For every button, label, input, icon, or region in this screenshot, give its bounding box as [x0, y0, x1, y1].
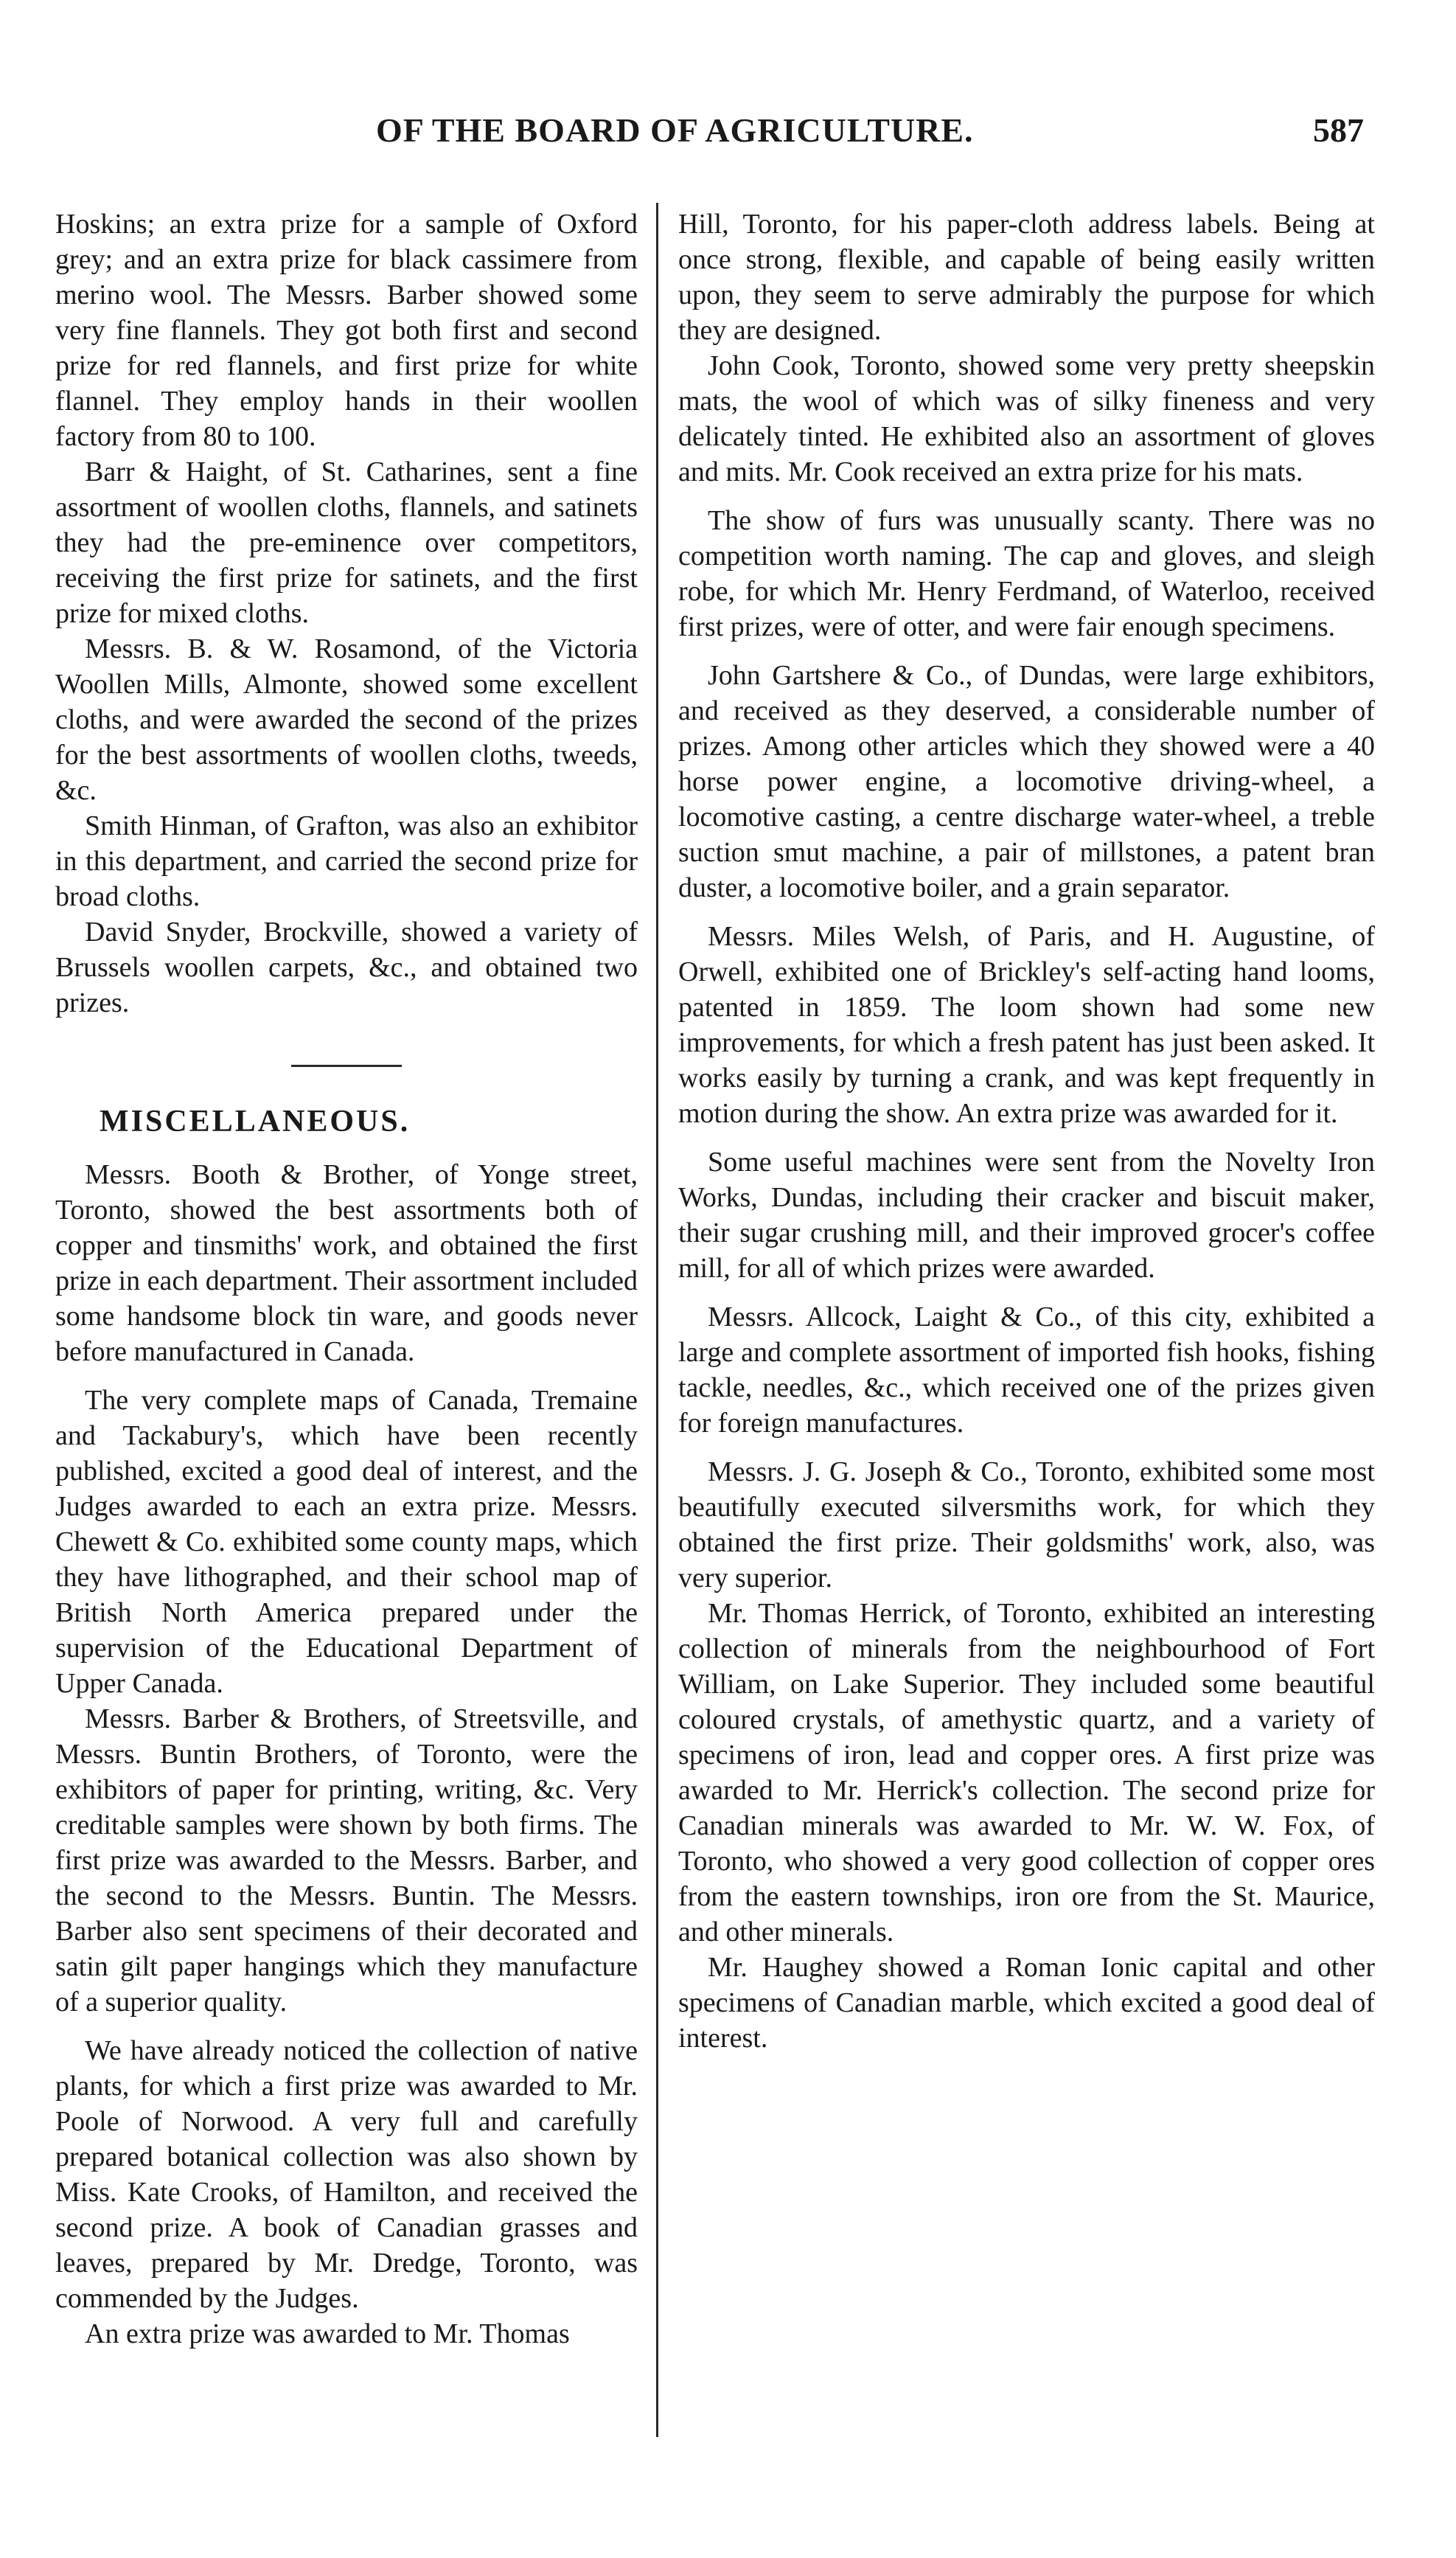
paragraph-hand-looms: Messrs. Miles Welsh, of Paris, and H. Augustine, of Orwell, exhibited one of Brickley's self-acting hand looms, patented in 1859. The loom shown had some new improvements, for which a fresh patent has just been asked. It works easily by turning a crank, and was kept frequently in motion during the show. An extra prize was awarded for it. [678, 921, 1375, 1129]
paragraph-rosamond: Messrs. B. & W. Rosamond, of the Victoria Woollen Mills, Almonte, showed some excellent cloths, and were awarded the second of the prizes for the best assortments of woollen cloths, tweeds, &c. [55, 633, 638, 806]
paragraph-woollens-hoskins: Hoskins; an extra prize for a sample of Oxford grey; and an extra prize for black cassimere from merino wool. The Messrs. Barber showed some very fine flannels. They got both first and second prize for red flannels, and first prize for white flannel. They employ hands in their woollen factory from 80 to 100. [55, 209, 638, 452]
paragraph-paper: Messrs. Barber & Brothers, of Streetsville, and Messrs. Buntin Brothers, of Toronto, were the exhibitors of paper for printing, writing, &c. Very creditable samples were shown by both firms. The first prize was awarded to the Messrs. Barber, and the second to the Messrs. Buntin. The Messrs. Barber also sent specimens of their decorated and satin gilt paper hangings which they manufacture of a superior quality. [55, 1703, 638, 2017]
paragraph-snyder: David Snyder, Brockville, showed a variety of Brussels woollen carpets, &c., and obtained two prizes. [55, 917, 638, 1018]
section-divider [291, 1065, 402, 1067]
paragraph-joseph-silversmiths: Messrs. J. G. Joseph & Co., Toronto, exhibited some most beautifully executed silversmiths work, for which they obtained the first prize. Their goldsmiths' work, also, was very superior. [678, 1456, 1375, 1593]
running-title: OF THE BOARD OF AGRICULTURE. [376, 111, 974, 149]
paragraph-hill-labels: Hill, Toronto, for his paper-cloth address labels. Being at once strong, flexible, and capable of being easily written upon, they seem to serve admirably the purpose for which they are designed. [678, 209, 1375, 346]
paragraph-gartshere: John Gartshere & Co., of Dundas, were large exhibitors, and received as they deserved, a considerable number of prizes. Among other articles which they showed were a 40 horse power engine, a locomotive driving-wheel, a locomotive casting, a centre discharge water-wheel, a treble suction smut machine, a pair of millstones, a patent bran duster, a locomotive boiler, and a grain separator. [678, 660, 1375, 903]
paragraph-allcock-laight: Messrs. Allcock, Laight & Co., of this city, exhibited a large and complete assortment of imported fish hooks, fishing tackle, needles, &c., which received one of the prizes given for foreign manufactures. [678, 1301, 1375, 1439]
paragraph-barr-haight: Barr & Haight, of St. Catharines, sent a fine assortment of woollen cloths, flannels, and satinets they had the pre-eminence over competitors, receiving the first prize for satinets, and the first prize for mixed cloths. [55, 456, 638, 629]
right-column [678, 206, 1375, 2056]
paragraph-botanical: We have already noticed the collection of native plants, for which a first prize was awarded to Mr. Poole of Norwood. A very full and carefully prepared botanical collection was also shown by Miss. Kate Crooks, of Hamilton, and received the second prize. A book of Canadian grasses and leaves, prepared by Mr. Dredge, Toronto, was commended by the Judges. [55, 2035, 638, 2314]
paragraph-herrick-minerals: Mr. Thomas Herrick, of Toronto, exhibited an interesting collection of minerals from the neighbourhood of Fort William, on Lake Superior. They included some beautiful coloured crystals, of amethystic quartz, and a variety of specimens of iron, lead and copper ores. A first prize was awarded to Mr. Herrick's collection. The second prize for Canadian minerals was awarded to Mr. W. W. Fox, of Toronto, who showed a very good collection of copper ores from the eastern townships, iron ore from the St. Maurice, and other minerals. [678, 1598, 1375, 1947]
paragraph-booth-brother: Messrs. Booth & Brother, of Yonge street, Toronto, showed the best assortments both of copper and tinsmiths' work, and obtained the first prize in each department. Their assortment included some handsome block tin ware, and goods never before manufactured in Canada. [55, 1159, 638, 1367]
paragraph-hinman: Smith Hinman, of Grafton, was also an exhibitor in this department, and carried the second prize for broad cloths. [55, 810, 638, 912]
paragraph-haughey-marble: Mr. Haughey showed a Roman Ionic capital and other specimens of Canadian marble, which excited a good deal of interest. [678, 1952, 1375, 2054]
paragraph-furs: The show of furs was unusually scanty. There was no competition worth naming. The cap and gloves, and sleigh robe, for which Mr. Henry Ferdmand, of Waterloo, received first prizes, were of otter, and were fair enough specimens. [678, 505, 1375, 642]
paragraph-extra-prize: An extra prize was awarded to Mr. Thomas [85, 2318, 570, 2349]
left-column [55, 206, 638, 2352]
paragraph-maps: The very complete maps of Canada, Tremaine and Tackabury's, which have been recently published, excited a good deal of interest, and the Judges awarded to each an extra prize. Messrs. Chewett & Co. exhibited some county maps, which they have lithographed, and their school map of British North America prepared under the supervision of the Educational Department of Upper Canada. [55, 1385, 638, 1699]
page-number: 587 [1313, 111, 1364, 149]
column-divider [656, 203, 658, 2437]
paragraph-novelty-iron-works: Some useful machines were sent from the Novelty Iron Works, Dundas, including their cracker and biscuit maker, their sugar crushing mill, and their improved grocer's coffee mill, for all of which prizes were awarded. [678, 1147, 1375, 1284]
paragraph-john-cook: John Cook, Toronto, showed some very pretty sheepskin mats, the wool of which was of silky fineness and very delicately tinted. He exhibited also an assortment of gloves and mits. Mr. Cook received an extra prize for his mats. [678, 350, 1375, 487]
section-heading-miscellaneous: MISCELLANEOUS. [100, 1105, 411, 1139]
page-header [184, 111, 1364, 155]
